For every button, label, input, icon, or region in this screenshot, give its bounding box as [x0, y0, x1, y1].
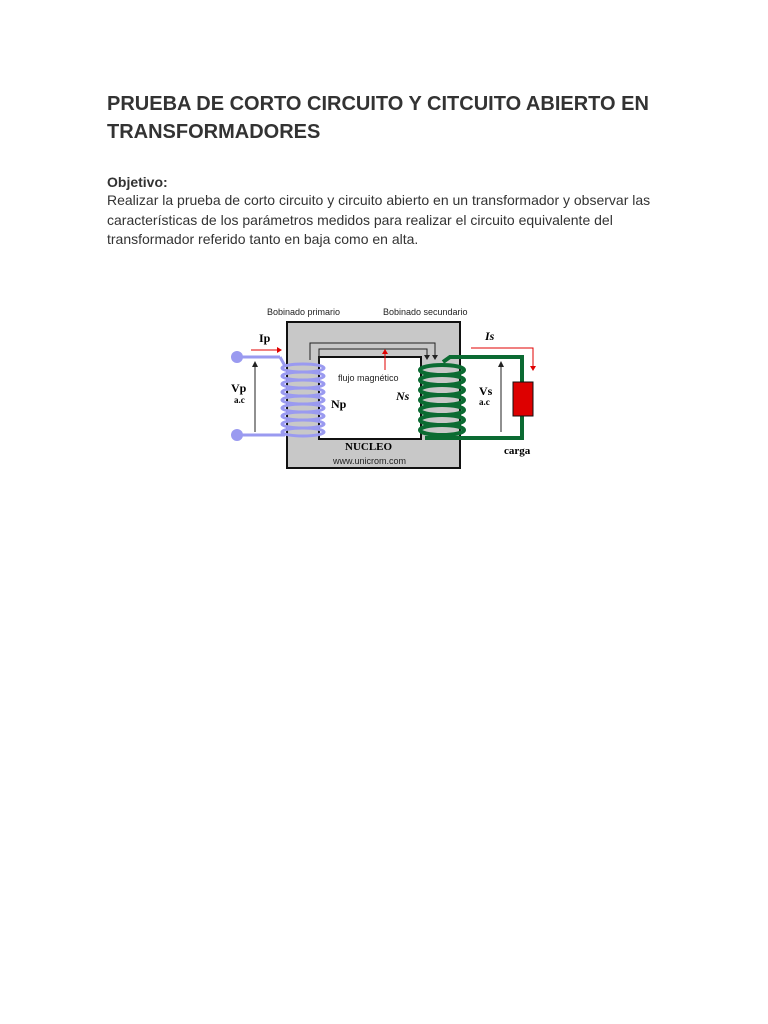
transformer-diagram — [225, 300, 545, 475]
watermark: www.unicrom.com — [333, 456, 407, 466]
is-label: Is — [485, 329, 495, 343]
np-label: Np — [331, 397, 347, 411]
ip-label: Ip — [259, 331, 271, 345]
vs-label: Vs — [479, 384, 493, 398]
primary-winding-label: Bobinado primario — [267, 307, 341, 317]
vp-ac-label: a.c — [234, 395, 245, 405]
transformer-svg — [225, 300, 545, 475]
load-resistor — [513, 382, 533, 416]
ns-label: Ns — [396, 389, 410, 403]
secondary-winding-label: Bobinado secundario — [383, 307, 468, 317]
vs-ac-label: a.c — [479, 397, 490, 407]
flux-label: flujo magnético — [338, 373, 399, 383]
primary-terminal-top — [231, 351, 243, 363]
objective-text: Realizar la prueba de corto circuito y circuito abierto en un transformador y observar las características de los parámetros medidos para realizar el circuito equivalente del transformador referido tanto en baja como en alta. — [107, 192, 651, 247]
vp-label: Vp — [231, 381, 247, 395]
objective-heading: Objetivo: — [107, 174, 168, 190]
core-label: NUCLEO — [345, 441, 393, 453]
primary-terminal-bottom — [231, 429, 243, 441]
load-label: carga — [504, 445, 531, 457]
page-title: PRUEBA DE CORTO CIRCUITO Y CITCUITO ABIERTO EN TRANSFORMADORES — [107, 93, 649, 143]
